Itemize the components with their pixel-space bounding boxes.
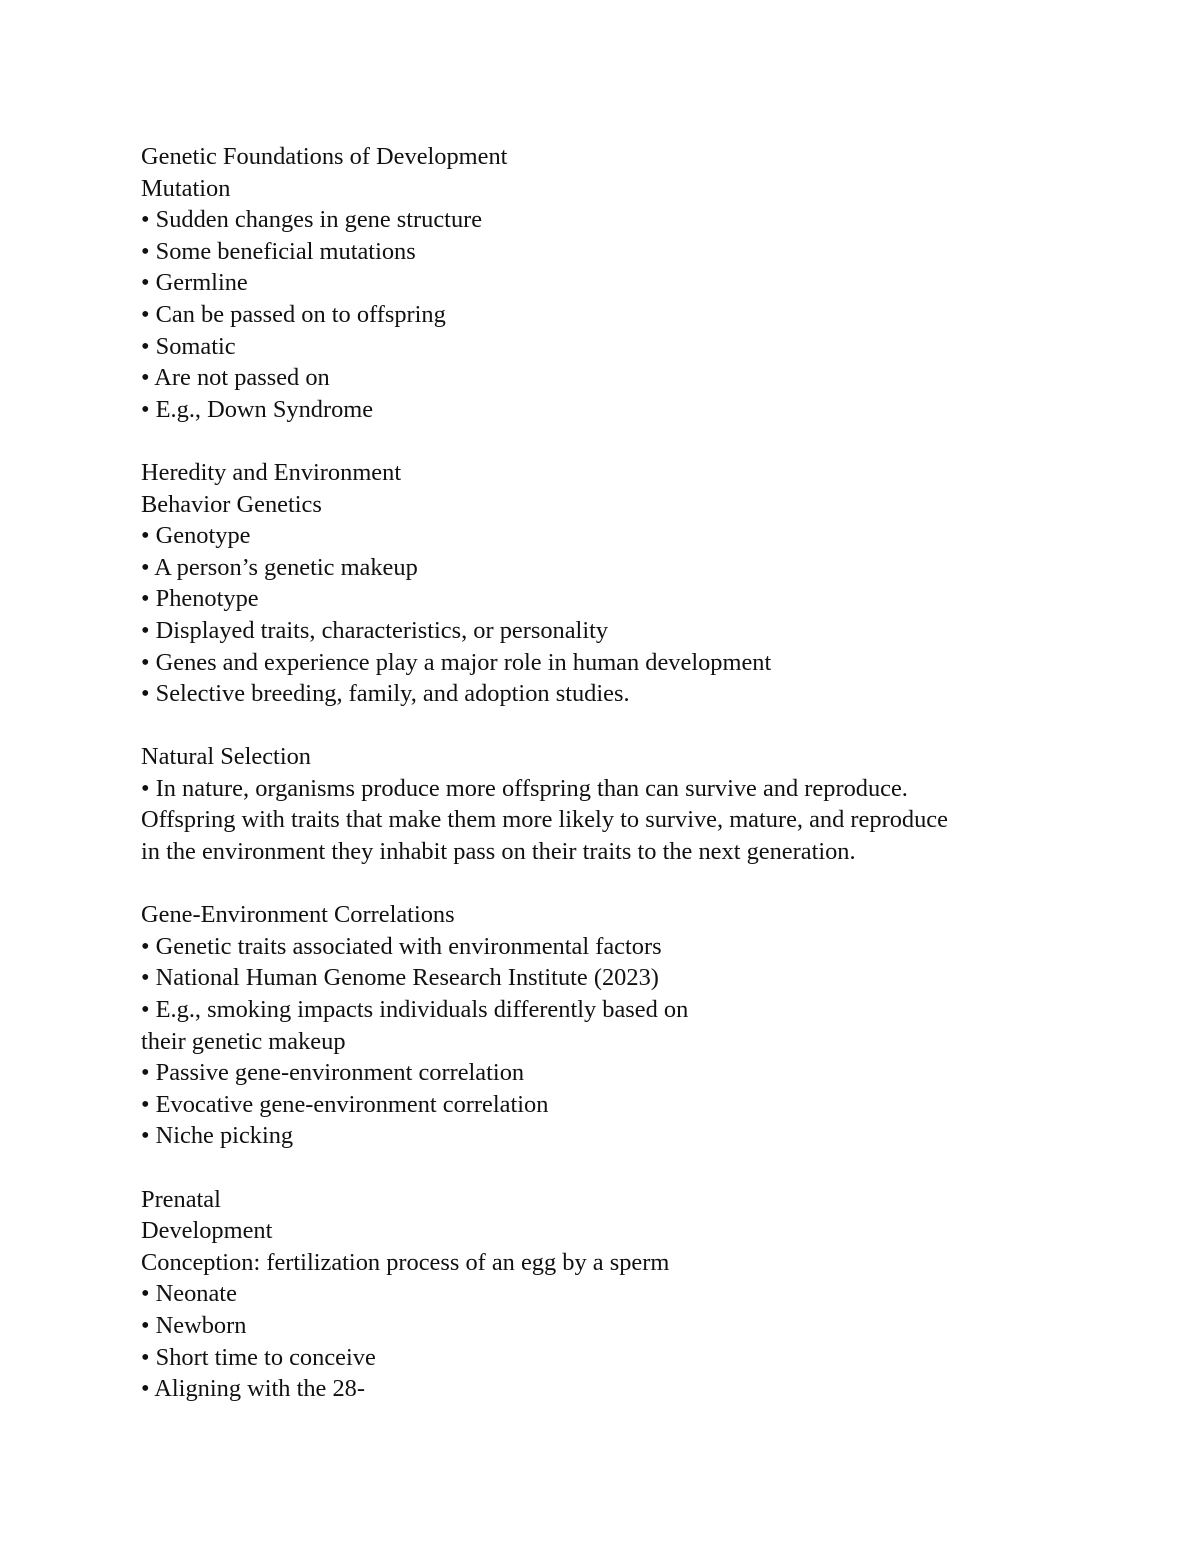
section-genetic-foundations bbox=[141, 141, 1101, 425]
bullet-item: • Are not passed on bbox=[141, 364, 330, 392]
section-heredity-environment bbox=[141, 457, 1101, 710]
paragraph-line: in the environment they inhabit pass on their traits to the next generation. bbox=[141, 838, 856, 866]
section-heading: Prenatal bbox=[141, 1185, 221, 1213]
bullet-item: • Germline bbox=[141, 269, 248, 297]
bullet-item: • Displayed traits, characteristics, or personality bbox=[141, 616, 609, 644]
bullet-item: • In nature, organisms produce more offspring than can survive and reproduce. bbox=[141, 774, 908, 802]
bullet-item: • National Human Genome Research Institute (2023) bbox=[141, 964, 659, 992]
paragraph-line: Offspring with traits that make them more likely to survive, mature, and reproduce bbox=[141, 806, 948, 834]
bullet-item: • Phenotype bbox=[141, 585, 259, 613]
bullet-item: • Somatic bbox=[141, 332, 236, 360]
bullet-item: • A person’s genetic makeup bbox=[141, 553, 418, 581]
bullet-item: • E.g., smoking impacts individuals differently based on bbox=[141, 996, 689, 1024]
paragraph-line: their genetic makeup bbox=[141, 1027, 346, 1055]
subheading: Behavior Genetics bbox=[141, 490, 322, 518]
bullet-item: • Selective breeding, family, and adoption studies. bbox=[141, 680, 630, 708]
bullet-item: • Short time to conceive bbox=[141, 1343, 376, 1371]
bullet-item: • Passive gene-environment correlation bbox=[141, 1059, 525, 1087]
subheading: Development bbox=[141, 1217, 273, 1245]
document-body bbox=[141, 141, 1101, 1405]
section-heading: Heredity and Environment bbox=[141, 458, 402, 486]
bullet-item: • Genes and experience play a major role in human development bbox=[141, 648, 772, 676]
section-gene-environment-correlations bbox=[141, 899, 1101, 1152]
paragraph-line: Conception: fertilization process of an egg by a sperm bbox=[141, 1248, 670, 1276]
bullet-item: • Evocative gene-environment correlation bbox=[141, 1090, 549, 1118]
bullet-item: • Aligning with the 28- bbox=[141, 1375, 365, 1403]
subheading: Mutation bbox=[141, 174, 231, 202]
bullet-item: • Niche picking bbox=[141, 1122, 294, 1150]
section-heading: Gene-Environment Correlations bbox=[141, 901, 455, 929]
bullet-item: • Genotype bbox=[141, 522, 251, 550]
bullet-item: • Newborn bbox=[141, 1311, 247, 1339]
bullet-item: • Genetic traits associated with environmental factors bbox=[141, 932, 662, 960]
section-heading: Natural Selection bbox=[141, 743, 311, 771]
bullet-item: • Can be passed on to offspring bbox=[141, 300, 446, 328]
section-prenatal-development bbox=[141, 1184, 1101, 1405]
section-natural-selection bbox=[141, 741, 1101, 867]
bullet-item: • Some beneficial mutations bbox=[141, 237, 416, 265]
bullet-item: • Neonate bbox=[141, 1280, 237, 1308]
bullet-item: • E.g., Down Syndrome bbox=[141, 395, 374, 423]
bullet-item: • Sudden changes in gene structure bbox=[141, 206, 483, 234]
section-heading: Genetic Foundations of Development bbox=[141, 143, 508, 170]
